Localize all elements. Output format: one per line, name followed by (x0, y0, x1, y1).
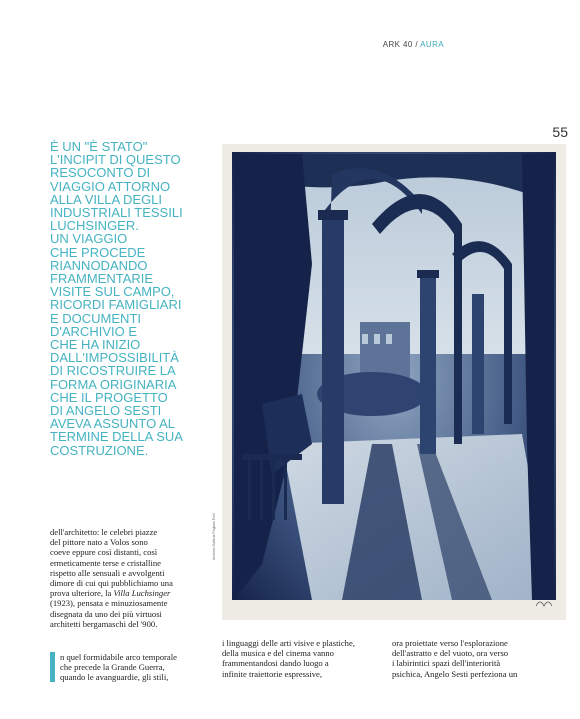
body-line: dell'architetto: le celebri piazze (50, 527, 158, 537)
body-line: n quel formidabile arco temporale (60, 652, 177, 662)
body-line: coeve eppure così distanti, così (50, 547, 158, 558)
body-line: dimore di cui qui pubblichiamo una (50, 578, 173, 589)
body-line: psichica, Angelo Sesti perfeziona un (392, 668, 518, 679)
pullquote-line: ALLA VILLA DEGLI (50, 191, 163, 207)
pullquote-line: DI ANGELO SESTI (50, 403, 162, 419)
pullquote-line: E DOCUMENTI (50, 310, 141, 326)
pullquote-line: L'INCIPIT DI QUESTO (50, 152, 181, 168)
villa-title-italic: Villa Luchsinger (113, 588, 171, 599)
body-line: infinite traiettorie espressive, (222, 668, 322, 679)
pullquote-line: UN VIAGGIO (50, 231, 128, 247)
pullquote-line: TERMINE DELLA SUA (50, 429, 183, 445)
drop-cap-i (50, 652, 55, 682)
body-line: ora proiettate verso l'esplorazione (392, 638, 508, 648)
section-name: AURA (420, 40, 444, 49)
pullquote-line: AVEVA ASSUNTO AL (50, 416, 176, 432)
pullquote-line: LUCHSINGER. (50, 218, 139, 234)
body-column-1-bottom (60, 652, 210, 683)
page-number: 55 (552, 124, 568, 140)
pullquote-line: RIANNODANDO (50, 257, 148, 273)
body-line: che precede la Grande Guerra, (60, 662, 165, 673)
pullquote-line: D'ARCHIVIO E (50, 323, 137, 339)
pull-quote (50, 140, 200, 457)
body-line: (1923), pensata e minuziosamente (50, 598, 168, 609)
signature-mark (536, 602, 552, 606)
pullquote-line: CHE IL PROGETTO (50, 389, 168, 405)
pullquote-line: È UN "È STATO" (50, 139, 148, 154)
body-line: del pittore nato a Volos sono (50, 537, 148, 548)
body-column-1-top (50, 527, 210, 629)
body-line: i linguaggi delle arti visive e plastiche, (222, 638, 355, 648)
pullquote-line: DI RICOSTRUIRE LA (50, 363, 176, 379)
body-column-3 (392, 638, 542, 679)
body-line: frammentandosi dando luogo a (222, 658, 329, 669)
body-line: quando le avanguardie, gli stili, (60, 672, 169, 683)
body-line: prova ulteriore, la Villa Luchsinger (50, 588, 171, 599)
cyanotype-loggia-image (222, 144, 566, 620)
pullquote-line: CHE HA INIZIO (50, 337, 141, 353)
pullquote-line: INDUSTRIALI TESSILI (50, 205, 183, 221)
body-line: i labirintici spazi dell'interiorità (392, 658, 501, 669)
pullquote-line: VIAGGIO ATTORNO (50, 178, 171, 194)
header-separator: / (415, 40, 418, 49)
body-column-2 (222, 638, 372, 679)
body-line: ermeticamente terse e cristalline (50, 557, 161, 568)
body-line: della musica e del cinema vanno (222, 648, 334, 659)
body-line: disegnata da uno dei più virtuosi (50, 608, 162, 619)
pullquote-line: DALL'IMPOSSIBILITÀ (50, 350, 179, 366)
pullquote-line: VISITE SUL CAMPO, (50, 284, 175, 300)
body-line: rispetto alle sensuali e avvolgenti (50, 567, 165, 578)
pullquote-line: CHE PROCEDE (50, 244, 146, 260)
pullquote-line: RICORDI FAMIGLIARI (50, 297, 182, 313)
magazine-issue: ARK 40 (382, 40, 413, 49)
villa-photograph (222, 144, 566, 620)
running-header (383, 40, 444, 49)
pullquote-line: FRAMMENTARIE (50, 271, 154, 287)
body-line: architetti bergamaschi del '900. (50, 618, 158, 629)
photo-credit: Archivio Galleria Pogliani Ferri (212, 512, 216, 560)
pullquote-line: FORMA ORIGINARIA (50, 376, 177, 392)
pullquote-line: RESOCONTO DI (50, 165, 151, 181)
pullquote-line: COSTRUZIONE. (50, 442, 149, 458)
body-line: dell'astratto e del vuoto, ora verso (392, 648, 509, 659)
